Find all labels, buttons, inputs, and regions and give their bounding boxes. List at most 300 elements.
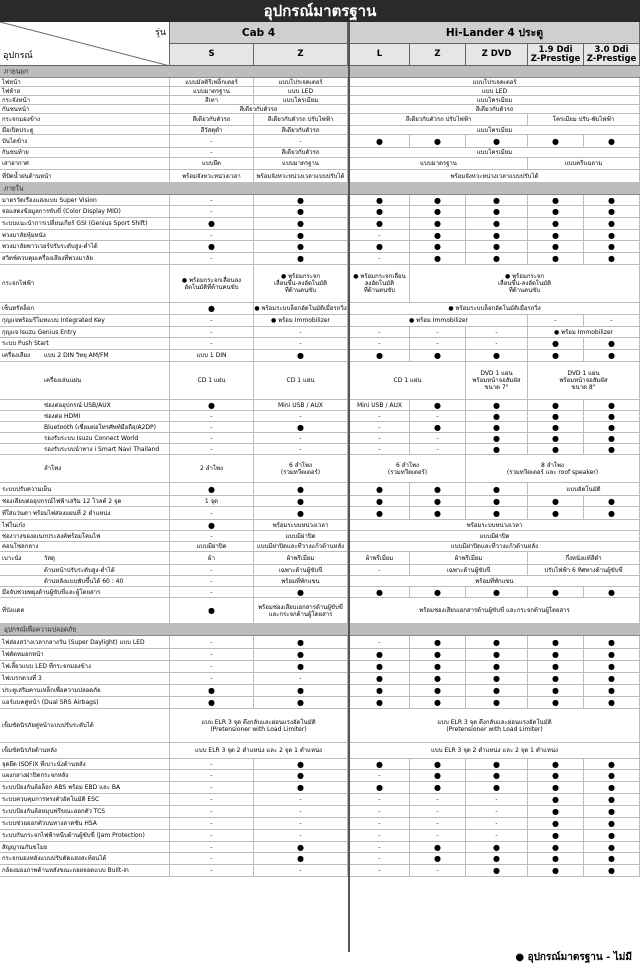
row-label: ไฟเบรกดวงที่ 3 <box>0 673 170 684</box>
cell: ● <box>466 350 528 361</box>
cell: - <box>170 673 254 684</box>
cell: ● พร้อมกระจกเลื่อนลง อัตโนมัติที่ด้านคนขับ <box>170 265 254 302</box>
cell: ● <box>528 818 584 829</box>
cell: ● <box>528 673 584 684</box>
cell: ● <box>254 483 348 495</box>
cell: ● <box>528 697 584 708</box>
spec-row <box>0 542 640 552</box>
cell: ● <box>528 195 584 205</box>
cell: ● <box>350 673 410 684</box>
cell: ● <box>466 400 528 410</box>
cell: สีเดียวกับตัวรถ ปรับไฟฟ้า <box>254 114 348 125</box>
cell: แบบ ELR 3 จุด ดึงกลับและผ่อนแรงอัตโนมัติ (Pretensioner with Load Limiter) <box>170 709 348 742</box>
row-label: เสาอากาศ <box>0 158 170 169</box>
spec-row <box>0 830 640 842</box>
cell: ● <box>350 782 410 793</box>
spec-row <box>0 552 640 565</box>
cell: แบบยึด <box>170 158 254 169</box>
spec-row <box>0 444 640 455</box>
cell: ● <box>410 853 466 864</box>
cell: ● <box>350 507 410 519</box>
row-label: ช่องเสียบต่ออุปกรณ์ไฟฟ้าเสริม 12 โวลต์ 2 จุด <box>0 496 170 506</box>
cell: - <box>410 865 466 876</box>
cell: ● <box>254 218 348 229</box>
cell: - <box>254 794 348 805</box>
cell: - <box>170 806 254 817</box>
cell: แบบ LED <box>254 87 348 95</box>
cell: ● <box>410 759 466 769</box>
cell: - <box>170 411 254 421</box>
cell: - <box>466 806 528 817</box>
cell: - <box>410 794 466 805</box>
spec-row <box>0 794 640 806</box>
section-title: ภายใน <box>4 184 24 192</box>
cell: - <box>254 673 348 684</box>
cell: ปรับไฟฟ้า 6 ทิศทางด้านผู้ขับขี่ <box>528 565 640 575</box>
cell: ● <box>528 422 584 432</box>
cell: แบบโปรเจคเตอร์ <box>350 78 640 86</box>
cell: Mini USB / AUX <box>254 400 348 410</box>
cell: ● <box>410 350 466 361</box>
spec-row <box>0 114 640 126</box>
spec-row <box>0 362 640 400</box>
spec-row <box>0 265 640 303</box>
spec-row <box>0 565 640 576</box>
cell: ● <box>584 673 640 684</box>
cell: ● <box>350 241 410 252</box>
cell: พร้อมที่พักแขน <box>254 576 348 586</box>
cell: - <box>254 865 348 876</box>
spec-row <box>0 649 640 661</box>
cell: - <box>350 806 410 817</box>
spec-row <box>0 455 640 483</box>
row-label: ไฟท้าย <box>0 87 170 95</box>
cell: ● <box>528 794 584 805</box>
spec-row <box>0 303 640 315</box>
cell: ● <box>584 587 640 597</box>
row-label: ระบบป้องกันล้อหมุนฟรีขณะออกตัว TCS <box>0 806 170 817</box>
row-label: กระจังหน้า <box>0 96 170 104</box>
cell: ● <box>466 433 528 443</box>
cell: ● <box>410 400 466 410</box>
cell: - <box>170 444 254 454</box>
cell: ● <box>466 230 528 240</box>
spec-row <box>0 818 640 830</box>
cell: เฉพาะด้านผู้ขับขี่ <box>254 565 348 575</box>
row-label: เข็มขัดนิรภัยคู่หน้าแบบปรับระดับได้ <box>0 709 170 742</box>
cell: ● <box>528 806 584 817</box>
cell: ● <box>466 865 528 876</box>
spec-row <box>0 685 640 697</box>
row-label: สวิตซ์ควบคุมเครื่องเสียงที่พวงมาลัย <box>0 253 170 264</box>
cell: ● <box>254 496 348 506</box>
cell: ● <box>528 218 584 229</box>
cell: - <box>350 565 410 575</box>
row-label: ไฟเลี้ยวแบบ LED ที่กระจกมองข้าง <box>0 661 170 672</box>
cell: แบบมีฝาปิด <box>170 542 254 551</box>
cell: - <box>170 253 254 264</box>
cell: โครเมียม ปรับ-พับไฟฟ้า <box>528 114 640 125</box>
cell: สีเดียวกับตัวรถ ปรับไฟฟ้า <box>350 114 528 125</box>
cell: ● <box>410 218 466 229</box>
spec-row <box>0 759 640 770</box>
cell: ● <box>410 697 466 708</box>
row-label: มาตรวัดเรืองแสงแบบ Super Vision <box>0 195 170 205</box>
row-label: เข็มขัดนิรภัยด้านหลัง <box>0 743 170 758</box>
cell: พร้อมจังหวะหน่วงเวลา <box>170 170 254 182</box>
cell: ● <box>410 842 466 852</box>
cell: ● <box>170 483 254 495</box>
cell: ● <box>528 253 584 264</box>
cell: ● <box>254 649 348 660</box>
cell: ● <box>466 135 528 147</box>
cell: - <box>350 865 410 876</box>
cell: - <box>350 770 410 781</box>
cell: - <box>170 206 254 217</box>
cell: ● <box>466 685 528 696</box>
cell: - <box>350 422 410 432</box>
cell: ● <box>584 842 640 852</box>
row-label: เซ็นทรัลล็อก <box>0 303 170 314</box>
row-sublabel: ด้านหลังแบบพับขึ้นได้ 60 : 40 <box>44 577 124 585</box>
spec-row <box>0 507 640 520</box>
cell: - <box>170 759 254 769</box>
cell: ● <box>528 661 584 672</box>
cell: ● <box>584 865 640 876</box>
cell: ● <box>584 433 640 443</box>
cell: - <box>410 411 466 421</box>
cell: - <box>254 135 348 147</box>
cell: ● <box>350 350 410 361</box>
spec-row <box>0 411 640 422</box>
spec-row <box>0 241 640 253</box>
spec-row <box>0 531 640 542</box>
cell: ● <box>528 241 584 252</box>
cell: แบบ ELR 3 จุด ดึงกลับและผ่อนแรงอัตโนมัติ (Pretensioner with Load Limiter) <box>350 709 640 742</box>
cell: ● <box>254 770 348 781</box>
cell: - <box>170 148 254 157</box>
cell: เฉพาะด้านผู้ขับขี่ <box>410 565 528 575</box>
cell: ● <box>528 853 584 864</box>
cell: ● <box>254 350 348 361</box>
spec-row <box>0 483 640 496</box>
section-title: อุปกรณ์เพื่อความปลอดภัย <box>4 625 77 633</box>
cell: ● <box>410 661 466 672</box>
row-label: ไฟในเก๋ง <box>0 520 170 530</box>
cell: แบบโครเมียม <box>254 96 348 104</box>
cell: แบบโครเมียม <box>350 96 640 104</box>
spec-row <box>0 148 640 158</box>
spec-row <box>0 350 640 362</box>
cell: Mini USB / AUX <box>350 400 410 410</box>
cell: - <box>170 327 254 337</box>
cell: - <box>254 830 348 841</box>
col-l: L <box>350 44 410 66</box>
cell: ● <box>466 483 528 495</box>
cell: แบบมาตรฐาน <box>254 158 348 169</box>
row-label: คอนโซลกลาง <box>0 542 170 551</box>
cell: ● <box>466 241 528 252</box>
spec-row <box>0 770 640 782</box>
cell: - <box>350 433 410 443</box>
col-z-dvd: Z DVD <box>466 44 528 66</box>
cell: ● พร้อม Immobilizer <box>528 327 640 337</box>
cell: พร้อมจังหวะหน่วงเวลาแบบปรับได้ <box>254 170 348 182</box>
cell: ● <box>528 782 584 793</box>
row-label: ช่องวางของอเนกประสงค์พร้อมโคมไฟ <box>0 531 170 541</box>
cell: ● <box>254 636 348 648</box>
cell: ● <box>254 195 348 205</box>
cell: ● <box>584 253 640 264</box>
cell: ● <box>466 422 528 432</box>
row-sublabel: ช่องต่อ HDMI <box>44 412 81 420</box>
cell: ● <box>410 206 466 217</box>
cell: ● <box>350 661 410 672</box>
cell: ● <box>584 218 640 229</box>
row-label: ประตูเสริมคานเหล็กเพื่อความปลอดภัย <box>0 685 170 696</box>
spec-row <box>0 126 640 135</box>
cell: ● <box>584 853 640 864</box>
cell: ● <box>584 507 640 519</box>
cell: แบบโครเมียม <box>350 126 640 134</box>
spec-row <box>0 315 640 327</box>
cell: สีวัสดุดำ <box>170 126 254 134</box>
cell: ● <box>584 241 640 252</box>
cell: DVD 1 แผ่น พร้อมหน้าจอสัมผัส ขนาด 8" <box>528 362 640 399</box>
row-label: ระบบ Push Start <box>0 338 170 349</box>
cell: ● พร้อม Immobilizer <box>350 315 528 326</box>
cell: 8 ลำโพง (รวมทวีตเตอร์ และ roof speaker) <box>466 455 640 482</box>
cell: ● <box>528 230 584 240</box>
cell: ● <box>170 520 254 530</box>
cell: ● <box>528 135 584 147</box>
cell: ● <box>350 649 410 660</box>
cell: ● <box>350 496 410 506</box>
cell: ● <box>410 230 466 240</box>
row-sublabel: รองรับระบบ Isuzu Connect World <box>44 434 139 442</box>
cell: ● <box>528 649 584 660</box>
cell: - <box>170 842 254 852</box>
cell: ● <box>170 218 254 229</box>
cell: - <box>170 587 254 597</box>
cell: ● <box>410 587 466 597</box>
cell: - <box>170 830 254 841</box>
cell: แบบอัตโนมัติ <box>528 483 640 495</box>
cell: - <box>466 818 528 829</box>
row-sublabel: วัสดุ <box>44 554 55 562</box>
spec-row <box>0 433 640 444</box>
cell: - <box>350 253 410 264</box>
row-label: สัญญาณกันขโมย <box>0 842 170 852</box>
cell: ● <box>466 649 528 660</box>
cell: ● <box>410 422 466 432</box>
section-exterior <box>0 66 640 78</box>
cell: - <box>170 770 254 781</box>
col-30-prestige: 3.0 Ddi Z-Prestige <box>584 44 640 66</box>
cell: ● <box>528 433 584 443</box>
cell: สีเดียวกับตัวรถ <box>254 126 348 134</box>
cell: ผ้า <box>170 552 254 564</box>
cell: ● <box>410 636 466 648</box>
row-label: กระจกมองหลังแบบปรับตัดแสงสะท้อนได้ <box>0 853 170 864</box>
cell: - <box>350 830 410 841</box>
cell: ● <box>410 135 466 147</box>
row-label: มือจับช่วยพยุงด้านผู้ขับขี่และผู้โดยสาร <box>0 587 170 597</box>
cell: พร้อมช่องเสียบเอกสารด้านผู้ขับขี่ และกระจกด้านผู้โดยสาร <box>254 598 348 623</box>
cell: CD 1 แผ่น <box>350 362 466 399</box>
cell: ● <box>466 636 528 648</box>
col-z-cab4: Z <box>254 44 348 66</box>
cell: - <box>410 433 466 443</box>
cell: ● <box>410 673 466 684</box>
cell: สีเดียวกับตัวรถ <box>170 105 348 113</box>
cell: - <box>350 327 410 337</box>
cell: ● <box>584 400 640 410</box>
cell: ● <box>528 770 584 781</box>
cell: CD 1 แผ่น <box>254 362 348 399</box>
spec-row <box>0 587 640 598</box>
cell: แบบ LED <box>350 87 640 95</box>
spec-row <box>0 195 640 206</box>
row-label: กันชนหน้า <box>0 105 170 113</box>
cell: ● <box>466 770 528 781</box>
row-label: ไฟหน้า <box>0 78 170 86</box>
cell: พร้อมระบบหน่วงเวลา <box>350 520 640 530</box>
row-label: แอร์แบคคู่หน้า (Dual SRS Airbags) <box>0 697 170 708</box>
row-sublabel: รองรับระบบนำทาง i Smart Navi Thailand <box>44 445 160 453</box>
cell: ● <box>410 507 466 519</box>
cell: - <box>350 338 410 349</box>
col-z-hilander: Z <box>410 44 466 66</box>
cell: - <box>410 338 466 349</box>
spec-row <box>0 842 640 853</box>
cell: สีเทา <box>170 96 254 104</box>
cell: ● <box>528 338 584 349</box>
cell: ● <box>350 206 410 217</box>
row-label: กระจกมองข้าง <box>0 114 170 125</box>
cell: ● <box>170 697 254 708</box>
cell: ● พร้อมกระจกเลื่อน ลงอัตโนมัติ ที่ด้านคนขับ <box>350 265 410 302</box>
row-label: จอแสดงข้อมูลการขับขี่ (Color Display MID) <box>0 206 170 217</box>
spec-row <box>0 853 640 865</box>
cell: ● <box>584 195 640 205</box>
legend: ● อุปกรณ์มาตรฐาน - ไม่มี <box>515 952 632 963</box>
cell: ● <box>584 206 640 217</box>
cell: ● <box>584 636 640 648</box>
cell: ● <box>466 697 528 708</box>
cell: ผ้าพรีเมี่ยม <box>254 552 348 564</box>
row-label: กันชนท้าย <box>0 148 170 157</box>
spec-row <box>0 636 640 649</box>
cell: ● <box>466 411 528 421</box>
cell: ● <box>528 759 584 769</box>
cell: ● <box>466 853 528 864</box>
row-label: บันไดข้าง <box>0 135 170 147</box>
cell: - <box>170 507 254 519</box>
cell: ● <box>170 241 254 252</box>
cell: ● <box>528 636 584 648</box>
spec-row <box>0 400 640 411</box>
cell: ● <box>254 853 348 864</box>
cell: ● <box>584 782 640 793</box>
row-label: มือเปิดประตู <box>0 126 170 134</box>
row-label: ไฟตัดหมอกหน้า <box>0 649 170 660</box>
row-label: ที่ปัดน้ำฝนด้านหน้า <box>0 170 170 182</box>
cell: ● <box>410 685 466 696</box>
cell: ● <box>466 759 528 769</box>
cell: สีเดียวกับตัวรถ <box>254 148 348 157</box>
cell: ● <box>410 770 466 781</box>
cell: ● <box>466 661 528 672</box>
spec-row <box>0 520 640 531</box>
model-header-label: รุ่น <box>155 28 166 38</box>
cell: ● <box>170 685 254 696</box>
spec-row <box>0 253 640 265</box>
cell: ● พร้อม Immobilizer <box>254 315 348 326</box>
cell: - <box>350 842 410 852</box>
cell: ● <box>350 697 410 708</box>
cell: - <box>466 327 528 337</box>
cell: ● <box>410 496 466 506</box>
cell: - <box>350 818 410 829</box>
cell: แบบมีฝาปิดและที่วางแก้วด้านหลัง <box>254 542 348 551</box>
row-label: ที่บังแดด <box>0 598 170 623</box>
model-divider <box>348 22 350 952</box>
row-label: ระบบแนะนำการเปลี่ยนเกียร์ GSI (Genius Sport Shift) <box>0 218 170 229</box>
row-label: กุญแจ Isuzu Genius Entry <box>0 327 170 337</box>
cell: ● <box>350 218 410 229</box>
cell: ● <box>466 195 528 205</box>
cell: ● <box>350 759 410 769</box>
cell: แบบมีฝาปิด <box>254 531 348 541</box>
cell: - <box>170 315 254 326</box>
row-sublabel: Bluetooth (เชื่อมต่อโทรศัพท์มือถือ/A2DP) <box>44 423 156 431</box>
cell: ● <box>254 759 348 769</box>
cell: พร้อมจังหวะหน่วงเวลาแบบปรับได้ <box>350 170 640 182</box>
cell: ● <box>254 241 348 252</box>
cell: ● พร้อมกระจก เลื่อนขึ้น-ลงอัตโนมัติ ที่ด้านคนขับ <box>254 265 348 302</box>
spec-row <box>0 158 640 170</box>
cell: ● พร้อมระบบล็อกอัตโนมัติเมื่อรถวิ่ง <box>254 305 347 312</box>
spec-row <box>0 78 640 87</box>
cell: - <box>350 794 410 805</box>
row-label: กระจกไฟฟ้า <box>0 265 170 302</box>
cell: - <box>170 865 254 876</box>
cell: ● <box>254 661 348 672</box>
spec-row <box>0 661 640 673</box>
spec-row <box>0 218 640 230</box>
cell: - <box>254 433 348 443</box>
cell: - <box>170 195 254 205</box>
row-label: ระบบกันกระจกไฟฟ้าหนีบด้านผู้ขับขี่ (Jam Protection) <box>0 830 170 841</box>
spec-row <box>0 576 640 587</box>
cell: ● <box>466 496 528 506</box>
cell: แบบมาตรฐาน <box>170 87 254 95</box>
cell: - <box>254 338 348 349</box>
cell: ● <box>254 697 348 708</box>
spec-row <box>0 327 640 338</box>
cell: CD 1 แผ่น <box>170 362 254 399</box>
header-corner <box>0 22 170 66</box>
col-19-prestige: 1.9 Ddi Z-Prestige <box>528 44 584 66</box>
cell: ● <box>254 206 348 217</box>
row-label: ระบบควบคุมการทรงตัวอัตโนมัติ ESC <box>0 794 170 805</box>
cell: ● <box>466 587 528 597</box>
cell: แบบมัลติรีเฟล็กเตอร์ <box>170 78 254 86</box>
cell: - <box>350 853 410 864</box>
cell: - <box>410 830 466 841</box>
cell: แบบโปรเจคเตอร์ <box>254 78 348 86</box>
